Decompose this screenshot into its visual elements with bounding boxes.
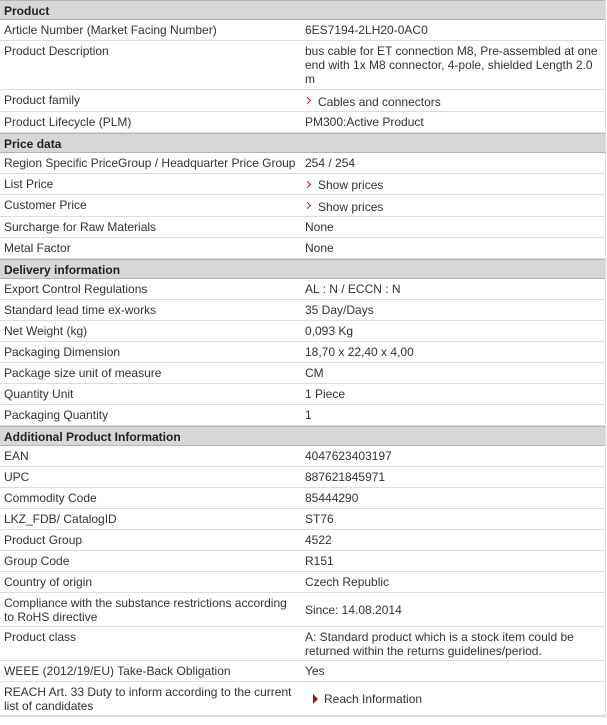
value-commodity-code: 85444290 <box>305 490 359 505</box>
label-metal-factor: Metal Factor <box>4 240 71 255</box>
row-quantity-unit <box>0 384 605 405</box>
row-unit-measure <box>0 363 605 384</box>
row-price-group <box>0 153 605 174</box>
row-ean <box>0 446 605 467</box>
value-group-code: R151 <box>305 553 334 568</box>
row-metal-factor <box>0 238 605 259</box>
value-price-group: 254 / 254 <box>305 155 356 170</box>
section-header-additional: Additional Product Information <box>0 426 605 446</box>
customer-price-link[interactable] <box>305 200 383 214</box>
row-export-control <box>0 279 605 300</box>
value-export-control: AL : N / ECCN : N <box>305 281 401 296</box>
value-product-class: A: Standard product which is a stock item could be returned within the returns guidelines/period. <box>305 629 574 658</box>
value-product-lifecycle: PM300:Active Product <box>305 114 424 129</box>
triangle-right-icon <box>313 694 318 704</box>
label-product-description: Product Description <box>4 44 109 58</box>
list-price-link[interactable] <box>305 178 383 192</box>
label-surcharge: Surcharge for Raw Materials <box>4 219 157 234</box>
chevron-right-icon <box>304 97 311 104</box>
label-product-class: Product class <box>4 629 77 644</box>
value-packaging-dimension: 18,70 x 22,40 x 4,00 <box>305 344 414 359</box>
label-quantity-unit: Quantity Unit <box>4 386 74 401</box>
value-unit-measure: CM <box>305 365 324 380</box>
chevron-right-icon <box>304 202 311 209</box>
row-list-price <box>0 174 605 196</box>
label-unit-measure: Package size unit of measure <box>4 365 162 380</box>
label-export-control: Export Control Regulations <box>4 281 148 296</box>
label-customer-price: Customer Price <box>4 198 87 212</box>
row-article-number <box>0 20 605 41</box>
row-product-group <box>0 530 605 551</box>
row-product-description <box>0 41 605 90</box>
value-net-weight: 0,093 Kg <box>305 323 354 338</box>
label-packaging-quantity: Packaging Quantity <box>4 407 109 422</box>
section-header-price: Price data <box>0 133 605 153</box>
label-ean: EAN <box>4 448 29 463</box>
row-packaging-quantity <box>0 405 605 426</box>
value-lead-time: 35 Day/Days <box>305 302 374 317</box>
row-packaging-dimension <box>0 342 605 363</box>
value-surcharge: None <box>305 219 334 234</box>
label-catalog-id: LKZ_FDB/ CatalogID <box>4 511 117 526</box>
chevron-right-icon <box>304 180 311 187</box>
label-lead-time: Standard lead time ex-works <box>4 302 157 317</box>
label-list-price: List Price <box>4 176 54 191</box>
value-metal-factor: None <box>305 240 334 255</box>
row-reach <box>0 682 605 716</box>
label-price-group: Region Specific PriceGroup / Headquarter Price Group <box>4 155 296 170</box>
row-weee <box>0 661 605 682</box>
row-product-lifecycle <box>0 112 605 133</box>
label-packaging-dimension: Packaging Dimension <box>4 344 121 359</box>
customer-price-link-text: Show prices <box>318 199 384 214</box>
row-net-weight <box>0 321 605 342</box>
value-upc: 887621845971 <box>305 469 386 484</box>
label-product-lifecycle: Product Lifecycle (PLM) <box>4 114 132 129</box>
row-lead-time <box>0 300 605 321</box>
row-group-code <box>0 551 605 572</box>
section-header-product: Product <box>0 0 605 20</box>
value-quantity-unit: 1 Piece <box>305 386 346 401</box>
product-family-link-text: Cables and connectors <box>318 94 441 109</box>
value-article-number: 6ES7194-2LH20-0AC0 <box>305 23 428 37</box>
label-group-code: Group Code <box>4 553 70 568</box>
label-product-group: Product Group <box>4 532 83 547</box>
reach-information-link-text: Reach Information <box>324 691 423 706</box>
label-product-family: Product family <box>4 93 81 107</box>
row-upc <box>0 467 605 488</box>
label-weee: WEEE (2012/19/EU) Take-Back Obligation <box>4 663 231 678</box>
label-rohs: Compliance with the substance restrictions according to RoHS directive <box>4 595 287 624</box>
value-packaging-quantity: 1 <box>305 407 312 422</box>
section-header-delivery: Delivery information <box>0 259 605 279</box>
label-net-weight: Net Weight (kg) <box>4 323 88 338</box>
label-article-number: Article Number (Market Facing Number) <box>4 23 217 37</box>
row-customer-price <box>0 195 605 217</box>
product-family-link[interactable] <box>305 95 441 109</box>
label-upc: UPC <box>4 469 30 484</box>
reach-information-link[interactable] <box>305 692 422 706</box>
row-catalog-id <box>0 509 605 530</box>
row-product-class <box>0 627 605 661</box>
label-commodity-code: Commodity Code <box>4 490 97 505</box>
value-rohs: Since: 14.08.2014 <box>305 602 402 617</box>
value-weee: Yes <box>305 663 325 678</box>
row-commodity-code <box>0 488 605 509</box>
value-country-origin: Czech Republic <box>305 574 390 589</box>
label-reach: REACH Art. 33 Duty to inform according to the current list of candidates <box>4 684 292 713</box>
row-rohs <box>0 593 605 627</box>
list-price-link-text: Show prices <box>318 178 384 192</box>
value-product-group: 4522 <box>305 532 332 547</box>
row-product-family <box>0 90 605 112</box>
value-catalog-id: ST76 <box>305 511 334 526</box>
row-surcharge <box>0 217 605 238</box>
row-country-origin <box>0 572 605 593</box>
value-ean: 4047623403197 <box>305 448 392 463</box>
value-product-description: bus cable for ET connection M8, Pre-assembled at one end with 1x M8 connector, 4-pole, shielded Length 2.0 m <box>305 44 598 86</box>
label-country-origin: Country of origin <box>4 574 93 589</box>
